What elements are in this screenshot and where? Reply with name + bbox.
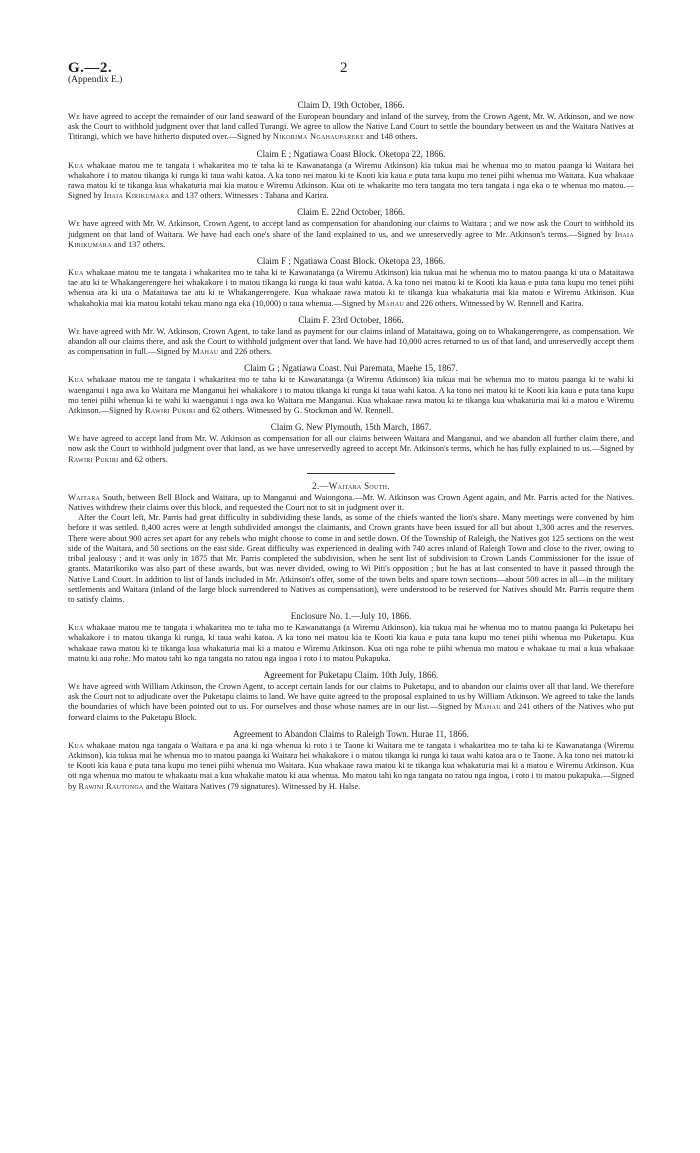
name-text: Kua [68, 623, 84, 633]
body-text: have agreed with Mr. W. Atkinson, Crown Agent, to take land as payment for our claims inland of Mataitawa, going on to Whakangerengere, as compensation. We abandon all our claims there, and ask the Court to withhold judgment over that land. We have had 10,000 acres returned to us of that land, and unreservedly accept them as compensation in full.—Signed by [68, 326, 634, 357]
enclosure-heading: Agreement to Abandon Claims to Raleigh Town. Hurae 11, 1866. [233, 728, 469, 739]
claim-heading: Claim E ; Ngatiawa Coast Block. Oketopa 22, 1866. [256, 148, 446, 159]
name-text: Rawiri Pukiri [68, 454, 119, 464]
body-text: and the Waitara Natives (79 signatures). Witnessed by H. Halse. [143, 781, 361, 791]
claim-block [68, 422, 634, 465]
claim-block [68, 100, 634, 143]
name-text: We [68, 326, 81, 336]
body-text: have agreed with William Atkinson, the Crown Agent, to accept certain lands for our claims to Puketapu, and to abandon our claims over all that land. We therefore ask the Court not to adjudicate over the Puketapu claims to land. We have quite agreed to the proposal explained to us by William Atkinson. We agreed to take the lands the boundaries of which have been pointed out to us. For ourselves and those whose names are in our list.—Signed by [68, 681, 634, 712]
claim-body [68, 112, 634, 143]
name-text: We [68, 112, 81, 121]
claim-body [68, 219, 634, 250]
claim-heading: Claim E. 22nd October, 1866. [297, 207, 405, 218]
part2-paragraph [68, 493, 634, 513]
name-text: We [68, 434, 81, 444]
name-text: We [68, 681, 81, 691]
part2-paragraphs [68, 493, 634, 605]
body-text: and 226 others. [218, 347, 272, 357]
name-text: Kua [68, 268, 84, 278]
claim-heading: Claim D. 19th October, 1866. [297, 100, 405, 110]
claim-block [68, 363, 634, 416]
body-text: and 137 others. [111, 239, 166, 249]
body-text: have agreed to accept the remainder of our land seaward of the European boundary and inland of the survey, from the Crown Agent, Mr. W. Atkinson, and we now ask the Court to withhold judgment over that land called Turangi. We agree to allow the Native Land Court to settle the boundary between us and the Waitara Natives at Titirangi, which we have hitherto disputed over.—Signed by [68, 112, 634, 142]
enclosure-heading: Agreement for Puketapu Claim. 10th July, 1866. [263, 669, 439, 680]
body-text: have agreed with Mr. W. Atkinson, Crown Agent, to accept land as compensation for abandoning our claims to Waitara ; and we now ask the Court to withhold its judgment on that land of Waitara. We have had each one's share of the land explained to us, and we unreservedly agree to Mr. Atkinson's terms.—Signed by [68, 219, 634, 239]
body-text: whakaae matou me te tangata i whakaritea mo te taha ki te Kawanatanga (a Wiremu Atkinson) kia tukua mai he whenua mo to matou paanga ki uta o Mataitawa tae atu ki te Whakangerengere hei whakakore i to matou tikanga ki runga ki taua wahi katoa. A ka tono nei matou ki te Kooti kia kaua e puta tana kupu mo tenei piihi whenua ara ki uta o Mataitawa tae atu ki te Whakangerengere. Kua whakaae rawa matou ki te tikanga kua whakaturia mai kia matou e Wiremu Atkinson. Kua whakahokia mai kia matou kotahi tekau mano nga eka (10,000) o taua whenua.—Signed by [68, 268, 634, 308]
claim-body [68, 434, 634, 465]
page-number: 2 [340, 60, 348, 76]
name-text: Ihaia Kirikumara [68, 229, 634, 249]
body-text: whakaae matou nga tangata o Waitara e pa ana ki nga whenua ki roto i te Taone ki Waitara me te tangata i whakaritea mo te taha ki te Kawanatanga (Wiremu Atkinson), kia tukua mai he whenua mo to matou paanga ki Waitara hei whakakore i o matou tikanga ki runga ki taua wahi katoa ara o te Taone. A ka tono nei matou ki te Kooti kia kaua e puta tana kupu mo tenei piihi whenua mo Waitara. Kua whakaae rawa matou ki te tikanga kua whakaturia mai ki a matou e Wiremu Atkinson. Kua oti nga whenua mo matou te whakaatu mai a kua whakahe matou ki aua whenua. Mo matou tahi ko nga tangata no ratou nga ingoa, i roto i to matou pukapuka.—Signed by [68, 740, 634, 791]
name-text: Rawiri Pukiri [145, 406, 196, 416]
enclosure-body [68, 741, 634, 792]
name-text: Waitara [68, 492, 101, 502]
series-block [68, 60, 122, 85]
part2-paragraph [68, 513, 634, 605]
name-text: Nikorima Ngahaupareke [272, 132, 365, 142]
body-text: After the Court left, Mr. Parris had great difficulty in subdividing these lands, as some of the chiefs wanted the lion's share. Many meetings were convened by him before it was settled. 8,400 acres were at length subdivided amongst the claimants, and Crown grants have been issued for all but about 1,300 acres and the reserves. There were about 900 acres set apart for any rebels who might choose to come in and settle down. Of the Township of Raleigh, the Natives got 125 sections on the west side of the Waitara, and 50 sections on the east side. Great difficulty was experienced in dealing with 740 acres inland of Raleigh Town and close to the river, owing to tribal jealousy ; and it was only in 1875 that Mr. Parris completed the subdivision, when he sent list of subdivision to Crown Lands Commissioner for the issue of grants. Matarikoriko was also part of these awards, but was never divided, owing to Wi Piti's opposition ; but he has at last consented to have it passed through the Native Land Court. In addition to list of lands included in Mr. Atkinson's offer, some of the town belts and spare town sections—about 500 acres in all—in the military settlements and Waitara (inland of the large block surrendered to Natives as compensation), were understood to be reserved for Natives should Mr. Parris require them to satisfy claims. [68, 513, 634, 604]
section-divider [307, 473, 395, 474]
body-text: and 148 others. [364, 132, 418, 142]
name-text: Rawini Rautonga [78, 781, 144, 791]
claim-block [68, 315, 634, 358]
part2-block [68, 481, 634, 605]
body-text: and 62 others. [118, 454, 168, 464]
enclosure-block [68, 729, 634, 792]
claim-block [68, 256, 634, 309]
body-text: have agreed to accept land from Mr. W. Atkinson as compensation for all our claims between Waitara and Manganui, and we abandon all further claim there, and now ask the Court to withhold judgment over that land, as we have unreservedly agreed to accept Mr. Atkinson's terms, which he has fully explained to us.—Signed by [68, 434, 634, 454]
body-text: and 226 others. Witnessed by W. Rennell and Karira. [404, 298, 584, 308]
body-text: and 137 others. Witnesses : Tahana and Karira. [169, 191, 329, 201]
name-text: Mahau [474, 702, 501, 712]
name-text: Mahau [192, 347, 219, 357]
claim-heading: Claim F. 23rd October, 1866. [298, 314, 404, 325]
name-text: Kua [68, 375, 84, 385]
body-text: whakaae matou me te tangata i whakaritea mo te taha mo te Kawanatanga (a Wiremu Atkinson), kia tukua mai he whenua mo to matou paanga ki Puketapu hei whakakore i to matou tikanga ki runga, ki taua wahi katoa. A ka tono nei matou kia te Kooti kia kaua e puta tana kupu mo tenei piihi whenua mo Puketapu. Kua whakaae rawa matou ki te tikanga kua whakaturia mai ki a matou e Wiremu Atkinson. Kua oti nga rohe te piihi whenua mo matou e whakaae tu mai a kua whakaae matou ki aua rohe. Mo matou tahi ko nga tangata no ratou nga ingoa i roto i to matou Pukapuka. [68, 623, 634, 663]
body-text: and 241 others of the Natives who put forward claims to the Puketapu Block. [68, 702, 634, 722]
name-text: We [68, 219, 81, 229]
enclosure-block [68, 670, 634, 723]
claim-body [68, 161, 634, 202]
name-text: Ihaia Kirikumara [103, 191, 170, 201]
claims-section-list [68, 100, 634, 465]
body-text: whakaae matou me te tangata i whakaritea mo te taha ki te Kawanatanga (a Wiremu Atkinson) kia tukua mai he whenua mo to matou paanga ki Waitara hei whakahore i to matou tikanga ki runga ki taua wahi katoa. A ka tono nei matou ki te Kooti kia kaua e puta tana kupu mo tenei piihi whenua mo Waitara. Kua whakaae rawa matou ki te tikanga kua whakaturia mai kia matou e Wiremu Atkinson. Kua oti te whakarite mo tera tangata mo tera tangata i nga eka o te whenua mo matou.—Signed by [68, 160, 634, 201]
claim-body [68, 327, 634, 358]
body-text: and 62 others. Witnessed by G. Stockman and W. Rennell. [195, 406, 394, 416]
claim-heading: Claim G. New Plymouth, 15th March, 1867. [270, 422, 432, 433]
claim-block [68, 149, 634, 202]
enclosure-heading: Enclosure No. 1.—July 10, 1866. [290, 611, 412, 622]
body-text: South, between Bell Block and Waitara, up to Manganui and Waiongona.—Mr. W. Atkinson was Crown Agent again, and Mr. Parris acted for the Natives. Natives withdrew their claims over this block, and requested the Court not to sit in judgment over it. [68, 492, 634, 513]
part2-heading: 2.—Waitara South. [312, 480, 390, 491]
claim-heading: Claim F ; Ngatiawa Coast Block. Oketopa 23, 1866. [256, 256, 446, 267]
appendix-label: (Appendix E.) [68, 75, 123, 85]
name-text: Kua [68, 740, 84, 750]
enclosure-body [68, 682, 634, 723]
name-text: Mahau [377, 298, 405, 308]
page-header [68, 60, 634, 94]
document-page [68, 60, 634, 792]
name-text: Kua [68, 160, 84, 170]
series-code: G.—2. [68, 60, 113, 76]
claim-block [68, 207, 634, 250]
enclosure-list [68, 611, 634, 792]
claim-body [68, 375, 634, 416]
claim-heading: Claim G ; Ngatiawa Coast. Nui Paremata, Maehe 15, 1867. [244, 363, 458, 374]
enclosure-body [68, 623, 634, 664]
enclosure-block [68, 611, 634, 664]
body-text: whakaae matou me te tangata i whakaritea mo te taha ki te Kawanatanga (a Wiremu Atkinson) kia tukua mai he whenua mo to matou paanga ki te wahi ki waenganui i nga awa ko Waitara me Manganui hei whakakore i to matou tikanga ki runga ki taua wahi katoa. A ka tono nei matou ki te Kooti kia kaua e puta tana kupu mo tenei piihi whenua ki te wahi ki waenganui i nga awa ko Waitara me Manganui. Kua whakaae rawa matou ki te tikanga kua whakaturia mai ki a matou e Wiremu Atkinson.—Signed by [68, 375, 634, 416]
claim-body [68, 268, 634, 309]
